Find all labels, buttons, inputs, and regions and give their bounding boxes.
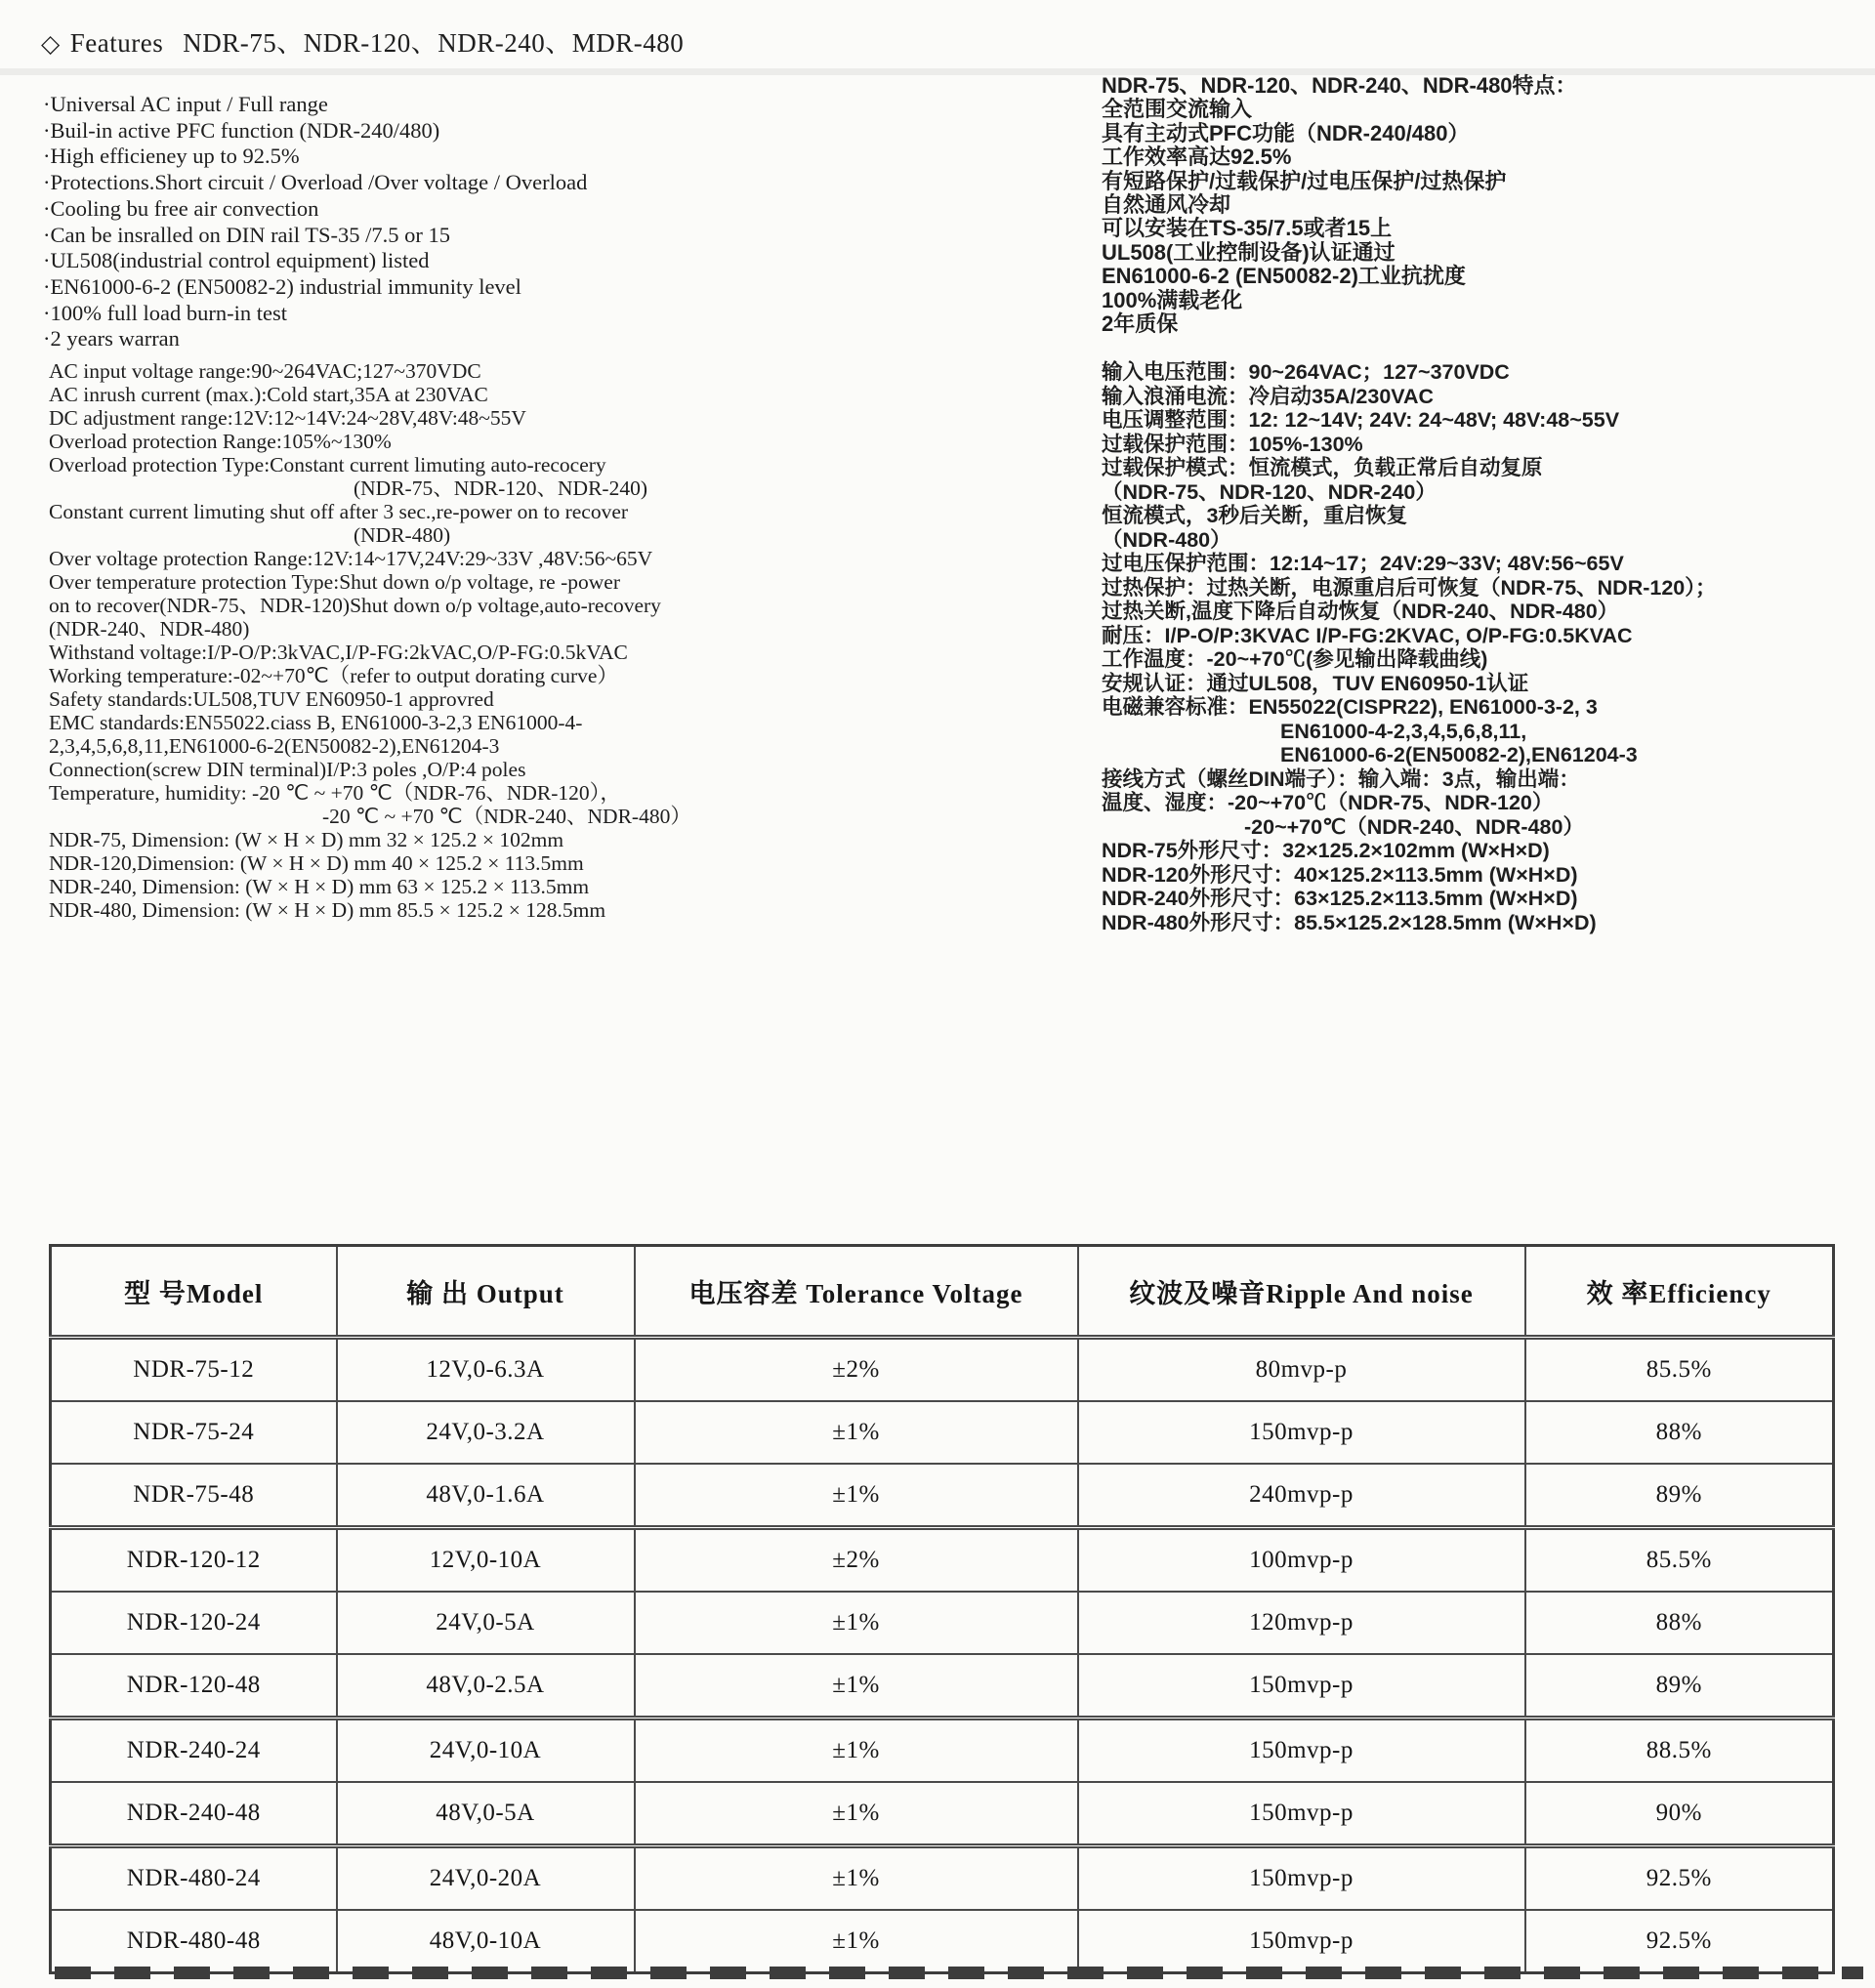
table-header-cell: 输 出 Output xyxy=(337,1246,635,1338)
diamond-icon: ◇ xyxy=(41,31,61,58)
table-cell: 150mvp-p xyxy=(1078,1654,1525,1719)
table-cell: ±1% xyxy=(635,1719,1078,1783)
table-header-cell: 效 率Efficiency xyxy=(1525,1246,1834,1338)
feature-line-zh: 可以安装在TS-35/7.5或者15上 xyxy=(1102,216,1393,241)
feature-line-en: ·High efficieney up to 92.5% xyxy=(43,144,300,169)
spec-line-en: NDR-240, Dimension: (W × H × D) mm 63 × 125.2 × 113.5mm xyxy=(49,875,590,898)
spec-line-en: Temperature, humidity: -20 ℃ ~ +70 ℃（NDR-76、NDR-120）， xyxy=(49,781,621,805)
spec-line-zh: （NDR-75、NDR-120、NDR-240） xyxy=(1102,479,1437,504)
spec-line-en: Overload protection Type:Constant current limuting auto-recocery xyxy=(49,453,606,476)
table-cell: NDR-480-48 xyxy=(51,1910,337,1973)
table-row xyxy=(51,1654,1834,1719)
features-list-en xyxy=(43,92,785,352)
table-cell: NDR-120-24 xyxy=(51,1592,337,1654)
table-cell: ±2% xyxy=(635,1528,1078,1593)
table-header-cell: 纹波及噪音Ripple And noise xyxy=(1078,1246,1525,1338)
table-cell: 24V,0-5A xyxy=(337,1592,635,1654)
table-cell: 150mvp-p xyxy=(1078,1401,1525,1464)
features-list-zh xyxy=(1102,74,1844,336)
table-cell: 48V,0-2.5A xyxy=(337,1654,635,1719)
spec-line-zh: 耐压：I/P-O/P:3KVAC I/P-FG:2KVAC, O/P-FG:0.5KVAC xyxy=(1102,623,1633,647)
feature-line-zh: EN61000-6-2 (EN50082-2)工业抗扰度 xyxy=(1102,264,1466,289)
spec-line-zh: 恒流模式，3秒后关断，重启恢复 xyxy=(1102,504,1407,527)
spec-line-en: 2,3,4,5,6,8,11,EN61000-6-2(EN50082-2),EN61204-3 xyxy=(49,734,500,758)
table-row xyxy=(51,1401,1834,1464)
table-row xyxy=(51,1782,1834,1846)
table-cell: 92.5% xyxy=(1525,1846,1834,1911)
table-cell: 89% xyxy=(1525,1464,1834,1528)
spec-line-zh: 过热关断,温度下降后自动恢复（NDR-240、NDR-480） xyxy=(1102,600,1619,623)
table-cell: 48V,0-5A xyxy=(337,1782,635,1846)
spec-line-en: AC inrush current (max.):Cold start,35A at 230VAC xyxy=(49,383,488,406)
spec-line-zh: （NDR-480） xyxy=(1102,527,1231,552)
table-row xyxy=(51,1338,1834,1402)
spec-line-zh: EN61000-4-2,3,4,5,6,8,11, xyxy=(1280,719,1527,743)
table-cell: NDR-75-12 xyxy=(51,1338,337,1402)
table-header-cell: 型 号Model xyxy=(51,1246,337,1338)
spec-line-zh: 过电压保护范围：12:14~17；24V:29~33V; 48V:56~65V xyxy=(1102,552,1624,575)
table-cell: ±1% xyxy=(635,1654,1078,1719)
specs-list-zh xyxy=(1102,360,1863,934)
feature-line-en: ·UL508(industrial control equipment) listed xyxy=(43,248,430,273)
page-cut-dashes xyxy=(55,1967,1863,1979)
spec-line-en: (NDR-75、NDR-120、NDR-240) xyxy=(354,476,647,500)
table-cell: 88.5% xyxy=(1525,1719,1834,1783)
table-cell: ±1% xyxy=(635,1782,1078,1846)
spec-line-en: Over voltage protection Range:12V:14~17V,24V:29~33V ,48V:56~65V xyxy=(49,547,653,570)
table-cell: 85.5% xyxy=(1525,1338,1834,1402)
table-cell: 88% xyxy=(1525,1592,1834,1654)
spec-line-en: (NDR-240、NDR-480) xyxy=(49,617,250,641)
table-cell: NDR-240-24 xyxy=(51,1719,337,1783)
spec-line-en: NDR-120,Dimension: (W × H × D) mm 40 × 125.2 × 113.5mm xyxy=(49,851,584,875)
spec-line-zh: 电磁兼容标准：EN55022(CISPR22), EN61000-3-2, 3 xyxy=(1102,695,1598,719)
table-cell: 90% xyxy=(1525,1782,1834,1846)
spec-line-zh: 温度、湿度：-20~+70℃（NDR-75、NDR-120） xyxy=(1102,791,1554,814)
spec-line-en: NDR-480, Dimension: (W × H × D) mm 85.5 × 125.2 × 128.5mm xyxy=(49,898,606,922)
table-row xyxy=(51,1592,1834,1654)
feature-line-en: ·2 years warran xyxy=(43,326,180,352)
table-cell: ±2% xyxy=(635,1338,1078,1402)
feature-line-en: ·100% full load burn-in test xyxy=(43,300,287,325)
table-cell: 150mvp-p xyxy=(1078,1719,1525,1783)
spec-line-en: DC adjustment range:12V:12~14V:24~28V,48V:48~55V xyxy=(49,406,526,430)
spec-line-en: -20 ℃ ~ +70 ℃（NDR-240、NDR-480） xyxy=(322,805,691,828)
spec-line-en: Overload protection Range:105%~130% xyxy=(49,430,392,453)
table-cell: 24V,0-20A xyxy=(337,1846,635,1911)
table-cell: 80mvp-p xyxy=(1078,1338,1525,1402)
spec-line-zh: 过热保护：过热关断，电源重启后可恢复（NDR-75、NDR-120）； xyxy=(1102,575,1717,600)
feature-line-zh: 100%满载老化 xyxy=(1102,287,1243,312)
feature-line-en: ·Protections.Short circuit / Overload /Over voltage / Overload xyxy=(43,170,588,195)
table-cell: NDR-120-12 xyxy=(51,1528,337,1593)
table-cell: 85.5% xyxy=(1525,1528,1834,1593)
table-cell: 12V,0-6.3A xyxy=(337,1338,635,1402)
feature-line-en: ·Buil-in active PFC function (NDR-240/480) xyxy=(43,117,440,143)
table-cell: 48V,0-1.6A xyxy=(337,1464,635,1528)
spec-line-zh: 安规认证：通过UL508，TUV EN60950-1认证 xyxy=(1102,671,1529,695)
spec-line-zh: NDR-480外形尺寸：85.5×125.2×128.5mm (W×H×D) xyxy=(1102,910,1597,934)
spec-line-en: Withstand voltage:I/P-O/P:3kVAC,I/P-FG:2kVAC,O/P-FG:0.5kVAC xyxy=(49,641,628,664)
table-cell: 240mvp-p xyxy=(1078,1464,1525,1528)
spec-line-zh: 接线方式（螺丝DIN端子）：输入端：3点，输出端： xyxy=(1102,766,1580,791)
spec-line-zh: NDR-75外形尺寸：32×125.2×102mm (W×H×D) xyxy=(1102,839,1550,862)
table-cell: 48V,0-10A xyxy=(337,1910,635,1973)
table-row xyxy=(51,1528,1834,1593)
feature-line-zh: 有短路保护/过载保护/过电压保护/过热保护 xyxy=(1102,168,1507,193)
table-cell: 150mvp-p xyxy=(1078,1910,1525,1973)
feature-line-zh: 全范围交流输入 xyxy=(1102,97,1253,122)
feature-line-zh: 自然通风冷却 xyxy=(1102,192,1231,218)
table-cell: 88% xyxy=(1525,1401,1834,1464)
spec-line-en: NDR-75, Dimension: (W × H × D) mm 32 × 125.2 × 102mm xyxy=(49,828,564,851)
table-cell: 89% xyxy=(1525,1654,1834,1719)
table-cell: NDR-75-48 xyxy=(51,1464,337,1528)
table-cell: 150mvp-p xyxy=(1078,1846,1525,1911)
spec-line-zh: NDR-120外形尺寸：40×125.2×113.5mm (W×H×D) xyxy=(1102,862,1578,887)
spec-line-zh: NDR-240外形尺寸：63×125.2×113.5mm (W×H×D) xyxy=(1102,887,1578,910)
spec-line-en: (NDR-480) xyxy=(354,523,451,547)
spec-line-en: Working temperature:-02~+70℃（refer to output dorating curve） xyxy=(49,664,618,687)
table-cell: NDR-120-48 xyxy=(51,1654,337,1719)
table-cell: ±1% xyxy=(635,1910,1078,1973)
table-cell: NDR-240-48 xyxy=(51,1782,337,1846)
feature-line-zh: 2年质保 xyxy=(1102,311,1179,337)
table-cell: 92.5% xyxy=(1525,1910,1834,1973)
spec-line-zh: 输入电压范围：90~264VAC；127~370VDC xyxy=(1102,360,1510,384)
spec-line-en: on to recover(NDR-75、NDR-120)Shut down o/p voltage,auto-recovery xyxy=(49,594,661,617)
page-title-label: Features xyxy=(69,28,164,58)
spec-line-zh: 过载保护模式：恒流模式，负载正常后自动复原 xyxy=(1102,456,1543,479)
spec-line-en: Safety standards:UL508,TUV EN60950-1 approvred xyxy=(49,687,494,711)
spec-line-zh: EN61000-6-2(EN50082-2),EN61204-3 xyxy=(1280,743,1638,766)
table-cell: 24V,0-10A xyxy=(337,1719,635,1783)
feature-line-en: ·Cooling bu free air convection xyxy=(43,195,319,221)
table-row xyxy=(51,1910,1834,1973)
spec-line-zh: 工作温度：-20~+70℃(参见输出降载曲线) xyxy=(1102,647,1488,671)
features-zh-title: NDR-75、NDR-120、NDR-240、NDR-480特点： xyxy=(1102,73,1577,98)
table-header-row xyxy=(51,1246,1834,1338)
spec-line-en: Over temperature protection Type:Shut down o/p voltage, re -power xyxy=(49,570,620,594)
table-cell: ±1% xyxy=(635,1464,1078,1528)
spec-line-zh: 电压调整范围：12: 12~14V; 24V: 24~48V; 48V:48~55V xyxy=(1102,408,1620,432)
page-title xyxy=(41,21,684,60)
table-header-cell: 电压容差 Tolerance Voltage xyxy=(635,1246,1078,1338)
table-cell: NDR-75-24 xyxy=(51,1401,337,1464)
table-cell: 120mvp-p xyxy=(1078,1592,1525,1654)
feature-line-en: ·Can be insralled on DIN rail TS-35 /7.5 or 15 xyxy=(43,222,451,247)
spec-line-en: EMC standards:EN55022.ciass B, EN61000-3-2,3 EN61000-4- xyxy=(49,711,583,734)
spec-line-en: AC input voltage range:90~264VAC;127~370VDC xyxy=(49,359,481,383)
feature-line-zh: 具有主动式PFC功能（NDR-240/480） xyxy=(1102,120,1470,145)
specs-list-en xyxy=(49,359,830,922)
table-cell: 150mvp-p xyxy=(1078,1782,1525,1846)
table-cell: 12V,0-10A xyxy=(337,1528,635,1593)
feature-line-en: ·EN61000-6-2 (EN50082-2) industrial immunity level xyxy=(43,273,521,299)
spec-line-en: Constant current limuting shut off after 3 sec.,re-power on to recover xyxy=(49,500,629,523)
spec-line-en: Connection(screw DIN terminal)I/P:3 poles ,O/P:4 poles xyxy=(49,758,526,781)
table-cell: ±1% xyxy=(635,1846,1078,1911)
spec-line-zh: -20~+70℃（NDR-240、NDR-480） xyxy=(1244,814,1584,839)
table-cell: ±1% xyxy=(635,1592,1078,1654)
feature-line-zh: UL508(工业控制设备)认证通过 xyxy=(1102,239,1396,265)
table-cell: 24V,0-3.2A xyxy=(337,1401,635,1464)
table-cell: 100mvp-p xyxy=(1078,1528,1525,1593)
spec-line-zh: 输入浪涌电流：冷启动35A/230VAC xyxy=(1102,384,1435,408)
page-title-models: NDR-75、NDR-120、NDR-240、MDR-480 xyxy=(183,28,685,58)
table-row xyxy=(51,1846,1834,1911)
feature-line-en: ·Universal AC input / Full range xyxy=(43,92,328,116)
spec-line-zh: 过载保护范围：105%-130% xyxy=(1102,432,1363,456)
table-row xyxy=(51,1719,1834,1783)
table-cell: NDR-480-24 xyxy=(51,1846,337,1911)
model-spec-table xyxy=(49,1244,1835,1974)
feature-line-zh: 工作效率高达92.5% xyxy=(1102,145,1292,170)
table-row xyxy=(51,1464,1834,1528)
table-cell: ±1% xyxy=(635,1401,1078,1464)
